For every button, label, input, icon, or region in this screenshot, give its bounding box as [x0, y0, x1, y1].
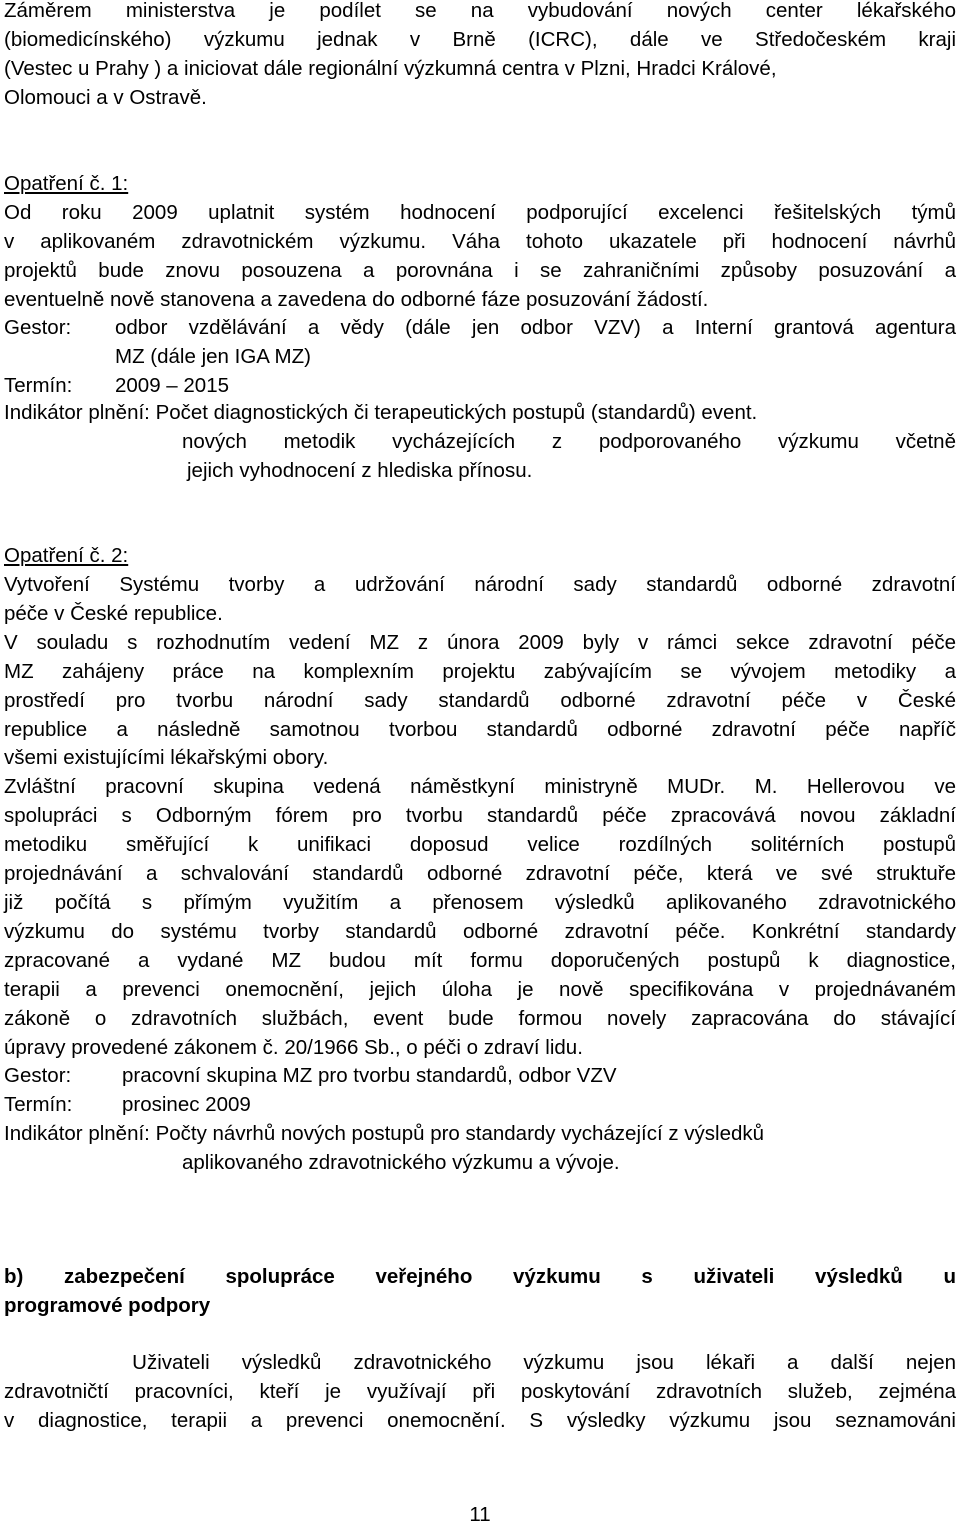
intro-line: (biomedicínského) výzkumu jednak v Brně (ICRC), dále ve Středočeském kraji: [4, 28, 956, 51]
measure1-title-line: Od roku 2009 uplatnit systém hodnocení podporující excelenci řešitelských týmů: [4, 201, 956, 224]
term-value: prosinec 2009: [122, 1093, 251, 1116]
measure2-p2-line: terapii a prevenci onemocnění, jejich úloha je nově specifikována v projednávaném: [4, 978, 956, 1001]
measure2-p1-line: prostředí pro tvorbu národní sady standardů odborné zdravotní péče v České: [4, 689, 956, 712]
measure2-term: [4, 1090, 956, 1119]
measure2-p1-line: všemi existujícími lékařskými obory.: [4, 746, 329, 769]
intro-line: Záměrem ministerstva je podílet se na vybudování nových center lékařského: [4, 0, 956, 22]
gestor-value: pracovní skupina MZ pro tvorbu standardů, odbor VZV: [122, 1064, 617, 1087]
measure2-p2-line: již počítá s přímým využitím a přenosem výsledků aplikovaného zdravotnického: [4, 891, 956, 914]
intro-line: Olomouci a v Ostravě.: [4, 86, 207, 109]
measure2-heading: Opatření č. 2:: [4, 544, 129, 567]
measure2-p2-line: zpracované a vydané MZ budou mít formu doporučených postupů k diagnostice,: [4, 949, 956, 972]
measure2-p2-line: metodiku směřující k unifikaci doposud velice rozdílných solitérních postupů: [4, 833, 956, 856]
section-b-paragraph-line: Uživateli výsledků zdravotnického výzkumu jsou lékaři a další nejen: [4, 1351, 956, 1374]
gestor-value: odbor vzdělávání a vědy (dále jen odbor VZV) a Interní grantová agentura: [115, 316, 956, 339]
measure2-p2-line: zákoně o zdravotních službách, event bude formou novely zapracována do stávající: [4, 1007, 956, 1030]
measure2-p2-line: projednávání a schvalování standardů odborné zdravotní péče, která ve své struktuře: [4, 862, 956, 885]
term-label: Termín:: [4, 1093, 73, 1116]
measure2-p2-line: úpravy provedené zákonem č. 20/1966 Sb., o péči o zdraví lidu.: [4, 1036, 583, 1059]
measure2-p2-line: výzkumu do systému tvorby standardů odborné zdravotní péče. Konkrétní standardy: [4, 920, 956, 943]
measure1-gestor-cont: MZ (dále jen IGA MZ): [115, 345, 311, 368]
page-number: 11: [469, 1503, 491, 1526]
measure2-indicator-cont: aplikovaného zdravotnického výzkumu a vývoje.: [182, 1151, 620, 1174]
measure1-body-line: eventuelně nově stanovena a zavedena do odborné fáze posuzování žádostí.: [4, 288, 709, 311]
intro-line: (Vestec u Prahy ) a iniciovat dále regionální výzkumná centra v Plzni, Hradci Králové,: [4, 57, 777, 80]
measure1-indicator: Indikátor plnění: Počet diagnostických či terapeutických postupů (standardů) event.: [4, 401, 758, 424]
section-b-heading: b) zabezpečení spolupráce veřejného výzkumu s uživateli výsledků u: [4, 1265, 956, 1288]
measure1-indicator-cont: nových metodik vycházejících z podporovaného výzkumu včetně: [182, 430, 956, 453]
measure1-heading: Opatření č. 1:: [4, 172, 129, 195]
term-label: Termín:: [4, 374, 73, 397]
section-b-paragraph-line: zdravotničtí pracovníci, kteří je využívají při poskytování zdravotních služeb, zejména: [4, 1380, 956, 1403]
measure2-title-line: Vytvoření Systému tvorby a udržování národní sady standardů odborné zdravotní: [4, 573, 956, 596]
gestor-label: Gestor:: [4, 1064, 72, 1087]
gestor-label: Gestor:: [4, 316, 72, 339]
measure2-gestor: [4, 1061, 956, 1090]
term-value: 2009 – 2015: [115, 374, 230, 397]
measure1-gestor: [4, 313, 956, 342]
measure1-body-line: projektů bude znovu posouzena a porovnána i se zahraničními způsoby posuzování a: [4, 259, 956, 282]
measure1-body-start: Váha tohoto ukazatele při hodnocení návrhů: [426, 230, 956, 253]
measure2-p1-line: republice a následně samotnou tvorbou standardů odborné zdravotní péče napříč: [4, 718, 956, 741]
measure2-indicator: Indikátor plnění: Počty návrhů nových postupů pro standardy vycházející z výsledků: [4, 1122, 765, 1145]
measure2-p2-line: spolupráci s Odborným fórem pro tvorbu standardů péče zpracovává novou základní: [4, 804, 956, 827]
measure1-term: [4, 371, 956, 400]
measure1-indicator-cont: jejich vyhodnocení z hlediska přínosu.: [187, 459, 533, 482]
measure2-p1-line: V souladu s rozhodnutím vedení MZ z února 2009 byly v rámci sekce zdravotní péče: [4, 631, 956, 654]
measure2-p2-line: Zvláštní pracovní skupina vedená náměstkyní ministryně MUDr. M. Hellerovou ve: [4, 775, 956, 798]
section-b-heading-cont: programové podpory: [4, 1294, 211, 1317]
section-b-paragraph-line: v diagnostice, terapii a prevenci onemocnění. S výsledky výzkumu jsou seznamováni: [4, 1409, 956, 1432]
measure2-title-line: péče v České republice.: [4, 602, 223, 625]
measure2-p1-line: MZ zahájeny práce na komplexním projektu zabývajícím se vývojem metodiky a: [4, 660, 956, 683]
measure1-title-end: v aplikovaném zdravotnickém výzkumu.: [4, 230, 427, 253]
measure1-title-line: [4, 227, 956, 256]
